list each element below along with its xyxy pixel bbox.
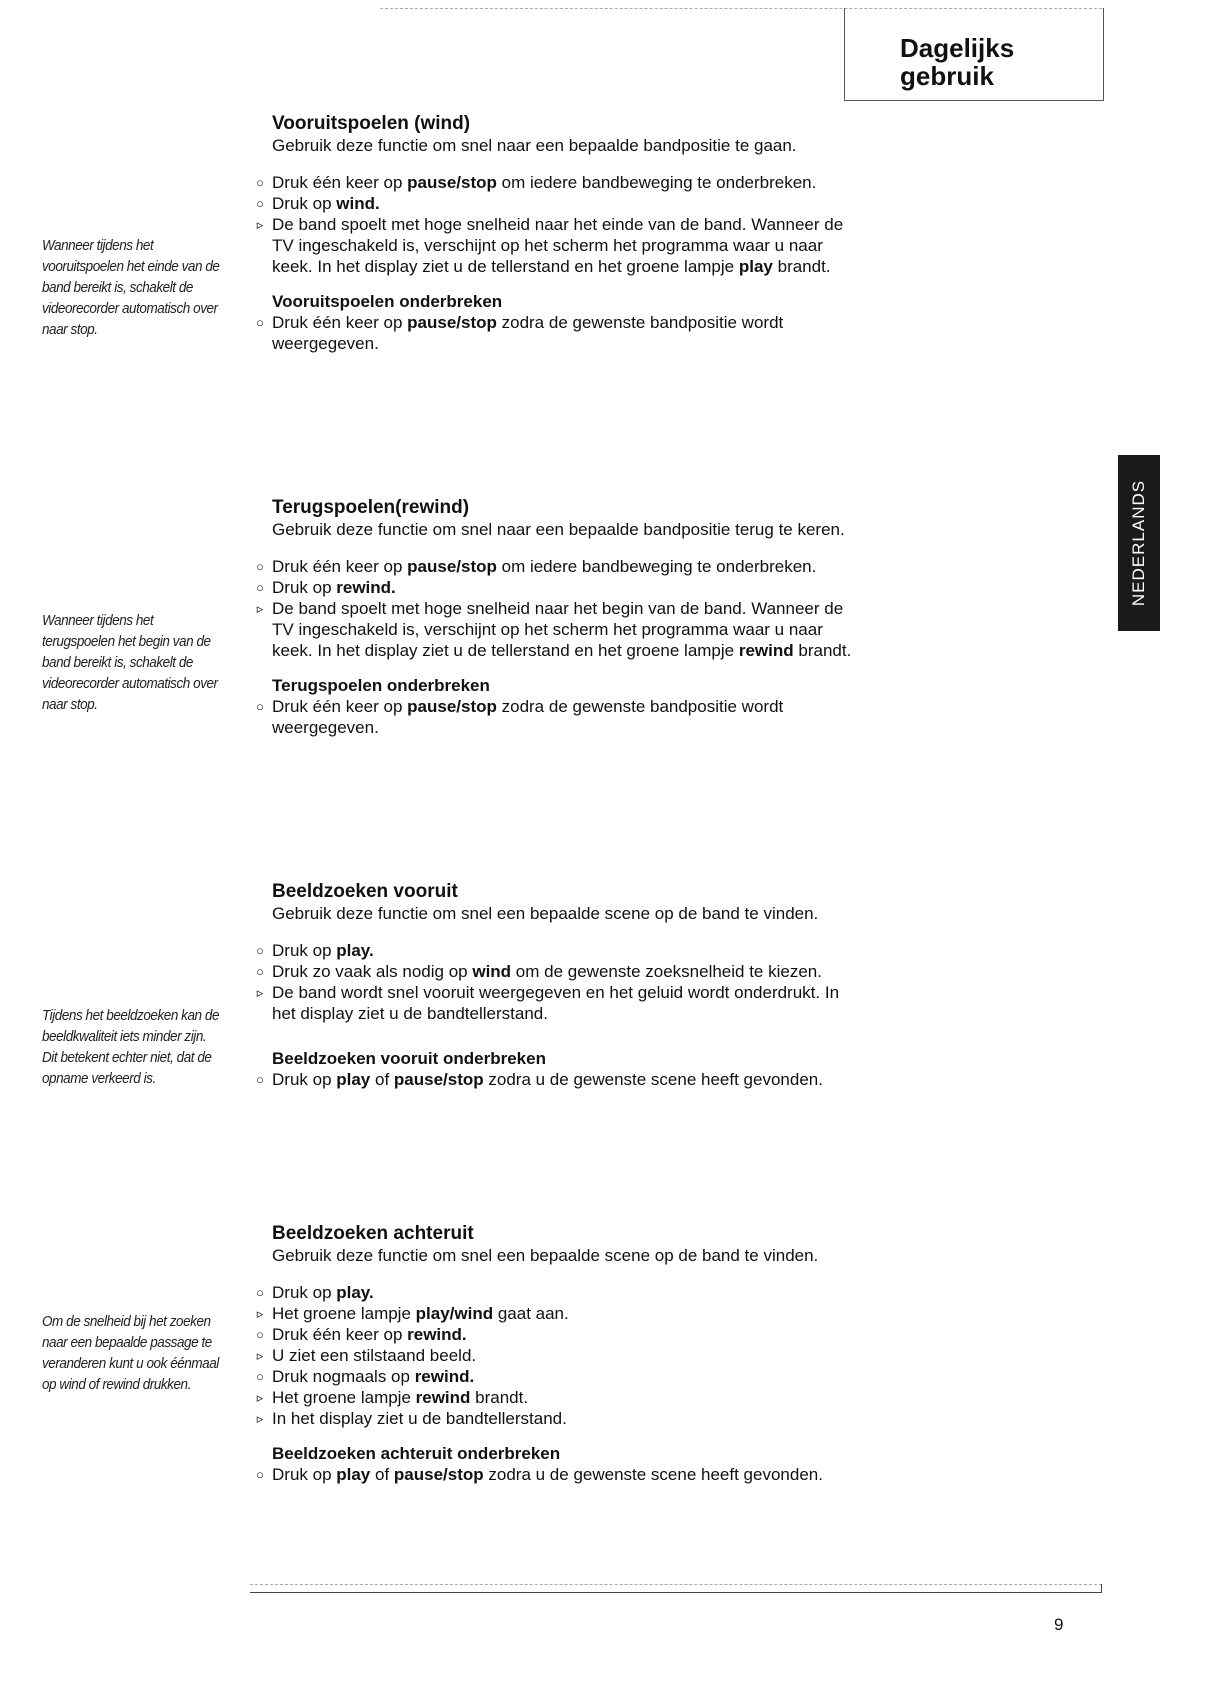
step-text: pause/stop bbox=[407, 697, 497, 716]
step-text: play/wind bbox=[415, 1304, 494, 1323]
step-text: play. bbox=[336, 941, 374, 960]
page-title-line2: gebruik bbox=[900, 61, 994, 91]
section-subtitle: Terugspoelen onderbreken bbox=[272, 676, 490, 695]
step-text: wind. bbox=[336, 194, 380, 213]
step-text: pause/stop bbox=[407, 173, 497, 192]
step-text: om de gewenste zoeksnelheid te kiezen. bbox=[511, 962, 822, 981]
language-tab-label: NEDERLANDS bbox=[1129, 479, 1148, 607]
side-note: Wanneer tijdens het vooruitspoelen het einde van de band bereikt is, schakelt de videorecorder automatisch over naar stop. bbox=[42, 237, 220, 338]
step-item bbox=[256, 1324, 852, 1345]
step-text: Druk op bbox=[272, 1283, 337, 1302]
triangle-bullet-icon: ▹ bbox=[256, 1306, 264, 1321]
step-item bbox=[256, 982, 852, 1024]
section-title: Beeldzoeken achteruit bbox=[272, 1223, 474, 1244]
sub-step-list bbox=[256, 1464, 852, 1485]
step-text: Druk op bbox=[272, 1070, 337, 1089]
step-text: zodra de gewenste bandpositie wordt weergegeven. bbox=[272, 313, 784, 353]
section-title: Vooruitspoelen (wind) bbox=[272, 113, 471, 134]
triangle-bullet-icon: ▹ bbox=[256, 601, 264, 616]
section-subtitle: Beeldzoeken achteruit onderbreken bbox=[272, 1444, 561, 1463]
step-item bbox=[256, 172, 852, 193]
sub-step-list bbox=[256, 1069, 852, 1090]
step-text: rewind. bbox=[336, 578, 396, 597]
step-text: De band spoelt met hoge snelheid naar het begin van de band. Wanneer de TV ingeschakeld is, verschijnt op het scherm het programma waar u naar keek. In het display ziet u de tellerstand en het groene lampje bbox=[272, 599, 844, 660]
step-text: De band spoelt met hoge snelheid naar het einde van de band. Wanneer de TV ingeschakeld is, verschijnt op het scherm het programma waar u naar keek. In het display ziet u de tellerstand en het groene lampje bbox=[272, 215, 844, 276]
step-list bbox=[256, 172, 852, 277]
step-text: brandt. bbox=[793, 641, 852, 660]
step-text: Druk één keer op bbox=[272, 173, 408, 192]
step-text: of bbox=[370, 1465, 394, 1484]
step-item bbox=[256, 961, 852, 982]
circle-bullet-icon: ○ bbox=[256, 1285, 264, 1300]
circle-bullet-icon: ○ bbox=[256, 580, 264, 595]
circle-bullet-icon: ○ bbox=[256, 1072, 264, 1087]
section-intro: Gebruik deze functie om snel een bepaalde scene op de band te vinden. bbox=[272, 904, 819, 923]
step-item bbox=[256, 1303, 852, 1324]
sub-step-item bbox=[256, 1464, 852, 1485]
step-item bbox=[256, 1387, 852, 1408]
triangle-bullet-icon: ▹ bbox=[256, 985, 264, 1000]
step-text: U ziet een stilstaand beeld. bbox=[272, 1346, 477, 1365]
side-note: Tijdens het beeldzoeken kan de beeldkwaliteit iets minder zijn. Dit betekent echter niet, dat de opname verkeerd is. bbox=[42, 1007, 220, 1087]
triangle-bullet-icon: ▹ bbox=[256, 1390, 264, 1405]
section-intro: Gebruik deze functie om snel naar een bepaalde bandpositie te gaan. bbox=[272, 136, 797, 155]
circle-bullet-icon: ○ bbox=[256, 1369, 264, 1384]
step-text: Druk op bbox=[272, 194, 337, 213]
side-note: Wanneer tijdens het terugspoelen het begin van de band bereikt is, schakelt de videorecorder automatisch over naar stop. bbox=[42, 612, 218, 713]
step-text: pause/stop bbox=[407, 557, 497, 576]
bottom-rule-tick bbox=[1101, 1584, 1102, 1592]
step-text: play bbox=[336, 1070, 371, 1089]
section-title: Terugspoelen(rewind) bbox=[272, 497, 470, 518]
sub-step-list bbox=[256, 312, 852, 354]
step-text: play bbox=[336, 1465, 371, 1484]
section-subtitle: Vooruitspoelen onderbreken bbox=[272, 292, 503, 311]
section-subtitle: Beeldzoeken vooruit onderbreken bbox=[272, 1049, 546, 1068]
page-title bbox=[900, 34, 1014, 90]
step-item bbox=[256, 214, 852, 277]
sub-step-list bbox=[256, 696, 852, 738]
step-item bbox=[256, 1282, 852, 1303]
triangle-bullet-icon: ▹ bbox=[256, 217, 264, 232]
bottom-rule bbox=[250, 1592, 1102, 1593]
step-text: Druk zo vaak als nodig op bbox=[272, 962, 473, 981]
language-tab bbox=[1118, 455, 1160, 631]
step-text: pause/stop bbox=[407, 313, 497, 332]
section-title: Beeldzoeken vooruit bbox=[272, 881, 458, 902]
step-text: Druk op bbox=[272, 941, 337, 960]
step-item bbox=[256, 1366, 852, 1387]
step-text: zodra de gewenste bandpositie wordt weergegeven. bbox=[272, 697, 784, 737]
step-item bbox=[256, 577, 852, 598]
circle-bullet-icon: ○ bbox=[256, 559, 264, 574]
circle-bullet-icon: ○ bbox=[256, 964, 264, 979]
step-text: rewind bbox=[738, 641, 794, 660]
step-text: Druk op bbox=[272, 1465, 337, 1484]
triangle-bullet-icon: ▹ bbox=[256, 1348, 264, 1363]
circle-bullet-icon: ○ bbox=[256, 1467, 264, 1482]
step-text: Druk één keer op bbox=[272, 697, 408, 716]
step-text: Druk op bbox=[272, 578, 337, 597]
step-list bbox=[256, 556, 852, 661]
step-text: zodra u de gewenste scene heeft gevonden. bbox=[483, 1465, 823, 1484]
step-text: Druk één keer op bbox=[272, 557, 408, 576]
step-text: pause/stop bbox=[393, 1465, 484, 1484]
circle-bullet-icon: ○ bbox=[256, 699, 264, 714]
step-list bbox=[256, 1282, 852, 1429]
section-intro: Gebruik deze functie om snel naar een bepaalde bandpositie terug te keren. bbox=[272, 520, 845, 539]
sub-step-item bbox=[256, 312, 852, 354]
section bbox=[256, 497, 852, 738]
section-intro: Gebruik deze functie om snel een bepaalde scene op de band te vinden. bbox=[272, 1246, 819, 1265]
step-item bbox=[256, 1408, 852, 1429]
step-text: In het display ziet u de bandtellerstand. bbox=[272, 1409, 567, 1428]
step-item bbox=[256, 598, 852, 661]
circle-bullet-icon: ○ bbox=[256, 196, 264, 211]
section bbox=[256, 881, 852, 1090]
step-text: pause/stop bbox=[393, 1070, 484, 1089]
sub-step-item bbox=[256, 1069, 852, 1090]
bottom-rule-dashed bbox=[250, 1584, 1102, 1585]
page-number: 9 bbox=[1054, 1615, 1064, 1634]
step-item bbox=[256, 1345, 852, 1366]
circle-bullet-icon: ○ bbox=[256, 315, 264, 330]
step-text: play bbox=[738, 257, 773, 276]
step-text: brandt. bbox=[470, 1388, 529, 1407]
step-text: rewind. bbox=[407, 1325, 467, 1344]
step-text: of bbox=[370, 1070, 394, 1089]
circle-bullet-icon: ○ bbox=[256, 175, 264, 190]
triangle-bullet-icon: ▹ bbox=[256, 1411, 264, 1426]
step-text: om iedere bandbeweging te onderbreken. bbox=[496, 557, 817, 576]
step-text: gaat aan. bbox=[493, 1304, 569, 1323]
step-text: rewind bbox=[415, 1388, 471, 1407]
step-text: Druk één keer op bbox=[272, 313, 408, 332]
step-text: De band wordt snel vooruit weergegeven en het geluid wordt onderdrukt. In het display ziet u de bandtellerstand. bbox=[272, 983, 840, 1023]
side-note: Om de snelheid bij het zoeken naar een bepaalde passage te veranderen kunt u ook éénmaal op wind of rewind drukken. bbox=[42, 1313, 219, 1393]
step-text: om iedere bandbeweging te onderbreken. bbox=[496, 173, 817, 192]
step-text: rewind. bbox=[414, 1367, 475, 1386]
step-text: Het groene lampje bbox=[272, 1304, 416, 1323]
step-text: wind bbox=[472, 962, 512, 981]
step-item bbox=[256, 940, 852, 961]
sub-step-item bbox=[256, 696, 852, 738]
page-title-line1: Dagelijks bbox=[900, 33, 1015, 63]
circle-bullet-icon: ○ bbox=[256, 1327, 264, 1342]
step-text: Druk één keer op bbox=[272, 1325, 408, 1344]
circle-bullet-icon: ○ bbox=[256, 943, 264, 958]
step-item bbox=[256, 556, 852, 577]
step-item bbox=[256, 193, 852, 214]
step-text: play. bbox=[336, 1283, 374, 1302]
step-list bbox=[256, 940, 852, 1024]
step-text: Druk nogmaals op bbox=[272, 1367, 415, 1386]
step-text: Het groene lampje bbox=[272, 1388, 416, 1407]
step-text: zodra u de gewenste scene heeft gevonden. bbox=[483, 1070, 823, 1089]
section bbox=[256, 113, 852, 354]
section bbox=[256, 1223, 852, 1485]
step-text: brandt. bbox=[772, 257, 831, 276]
